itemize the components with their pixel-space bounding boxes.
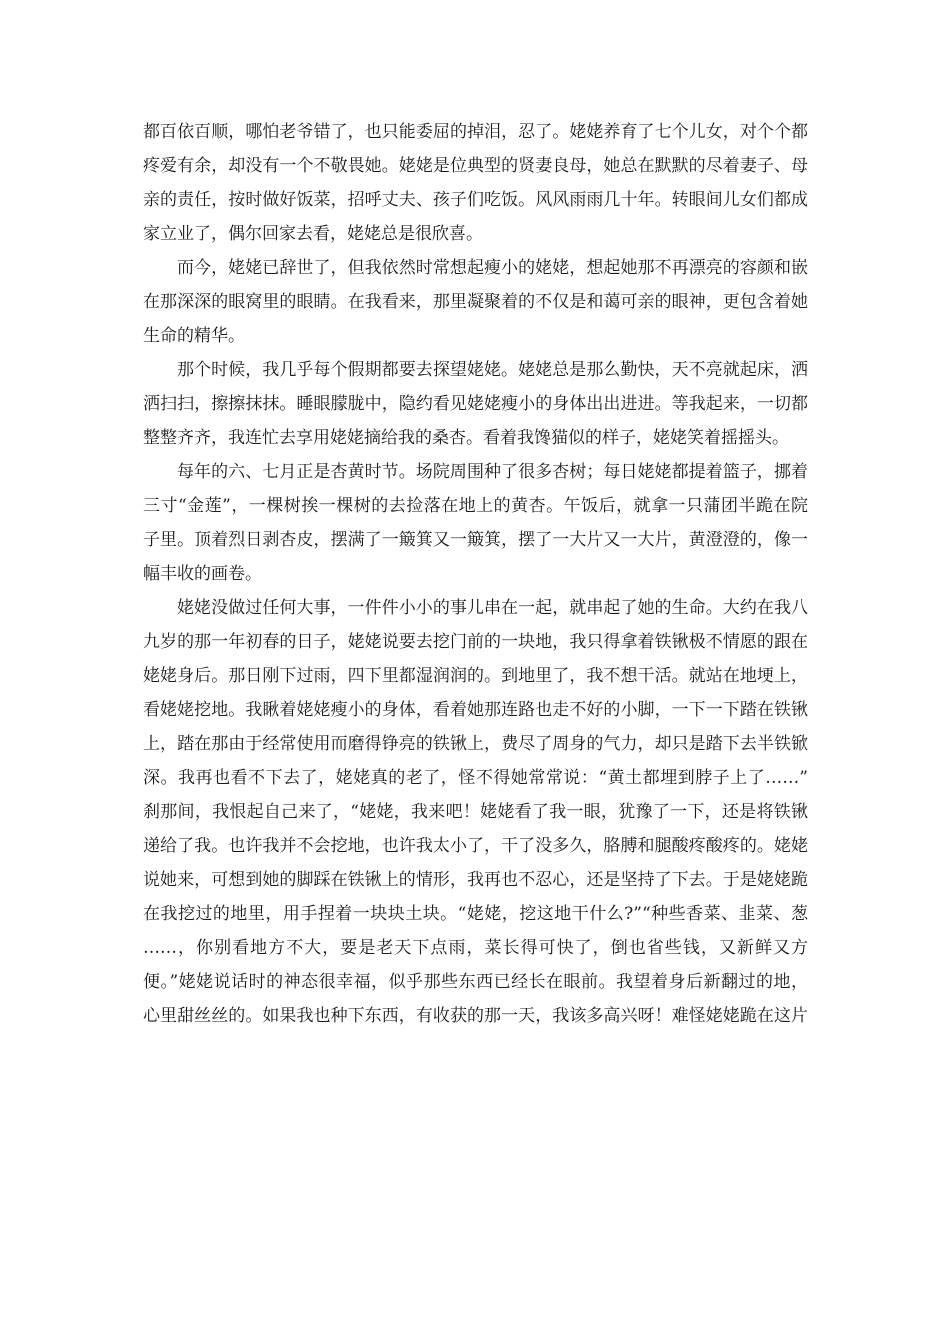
text-line: 三寸“金莲”，一棵树挨一棵树的去捡落在地上的黄杏。午饭后，就拿一只蒲团半跪在院 [143, 496, 808, 516]
text-line: 姥姥身后。那日刚下过雨，四下里都湿润润的。到地里了，我不想干活。就站在地埂上， [143, 666, 808, 686]
text-line: 每年的六、七月正是杏黄时节。场院周围种了很多杏树；每日姥姥都提着篮子，挪着 [177, 462, 808, 482]
text-line: ……，你别看地方不大，要是老天下点雨，菜长得可快了，倒也省些钱，又新鲜又方 [143, 938, 808, 958]
text-line: 姥姥没做过任何大事，一件件小小的事儿串在一起，就串起了她的生命。大约在我八 [177, 598, 808, 618]
text-line: 说她来，可想到她的脚踩在铁锹上的情形，我再也不忍心，还是坚持了下去。于是姥姥跪 [143, 870, 808, 890]
text-line: 心里甜丝丝的。如果我也种下东西，有收获的那一天，我该多高兴呀！难怪姥姥跪在这片 [143, 1006, 808, 1026]
text-line: 在我挖过的地里，用手捏着一块块土块。“姥姥，挖这地干什么?”“种些香菜、韭菜、葱 [143, 904, 808, 924]
text-line: 都百依百顺，哪怕老爷错了，也只能委屈的掉泪，忍了。姥姥养育了七个儿女，对个个都 [143, 122, 808, 142]
text-line: 便。”姥姥说话时的神态很幸福，似乎那些东西已经长在眼前。我望着身后新翻过的地， [143, 972, 808, 992]
text-line: 子里。顶着烈日剥杏皮，摆满了一簸箕又一簸箕，摆了一大片又一大片，黄澄澄的，像一 [143, 530, 808, 550]
body-text [143, 115, 808, 1033]
text-line: 整整齐齐，我连忙去享用姥姥摘给我的桑杏。看着我馋猫似的样子，姥姥笑着摇摇头。 [143, 428, 789, 448]
text-line: 而今，姥姥已辞世了，但我依然时常想起瘦小的姥姥，想起她那不再漂亮的容颜和嵌 [177, 258, 808, 278]
text-line: 家立业了，偶尔回家去看，姥姥总是很欣喜。 [143, 224, 483, 244]
text-line: 洒扫扫，擦擦抹抹。睡眼朦胧中，隐约看见姥姥瘦小的身体出出进进。等我起来，一切都 [143, 394, 808, 414]
text-line: 上，踏在那由于经常使用而磨得铮亮的铁锹上，费尽了周身的气力，却只是踏下去半铁锨 [143, 734, 808, 754]
text-line: 那个时候，我几乎每个假期都要去探望姥姥。姥姥总是那么勤快，天不亮就起床，洒 [177, 360, 808, 380]
text-line: 看姥姥挖地。我瞅着姥姥瘦小的身体，看着她那连路也走不好的小脚，一下一下踏在铁锹 [143, 700, 808, 720]
text-line: 在那深深的眼窝里的眼睛。在我看来，那里凝聚着的不仅是和蔼可亲的眼神，更包含着她 [143, 292, 808, 312]
text-line: 疼爱有余，却没有一个不敬畏她。姥姥是位典型的贤妻良母，她总在默默的尽着妻子、母 [143, 156, 808, 176]
text-line: 亲的责任，按时做好饭菜，招呼丈夫、孩子们吃饭。风风雨雨几十年。转眼间儿女们都成 [143, 190, 808, 210]
text-line: 幅丰收的画卷。 [143, 564, 262, 584]
text-line: 生命的精华。 [143, 326, 245, 346]
text-line: 深。我再也看不下去了，姥姥真的老了，怪不得她常常说：“黄土都埋到脖子上了……” [143, 768, 808, 788]
text-line: 九岁的那一年初春的日子，姥姥说要去挖门前的一块地，我只得拿着铁锹极不情愿的跟在 [143, 632, 808, 652]
text-line: 刹那间，我恨起自己来了，“姥姥，我来吧！姥姥看了我一眼，犹豫了一下，还是将铁锹 [143, 802, 808, 822]
text-line: 递给了我。也许我并不会挖地，也许我太小了，干了没多久，胳膊和腿酸疼酸疼的。姥姥 [143, 836, 808, 856]
